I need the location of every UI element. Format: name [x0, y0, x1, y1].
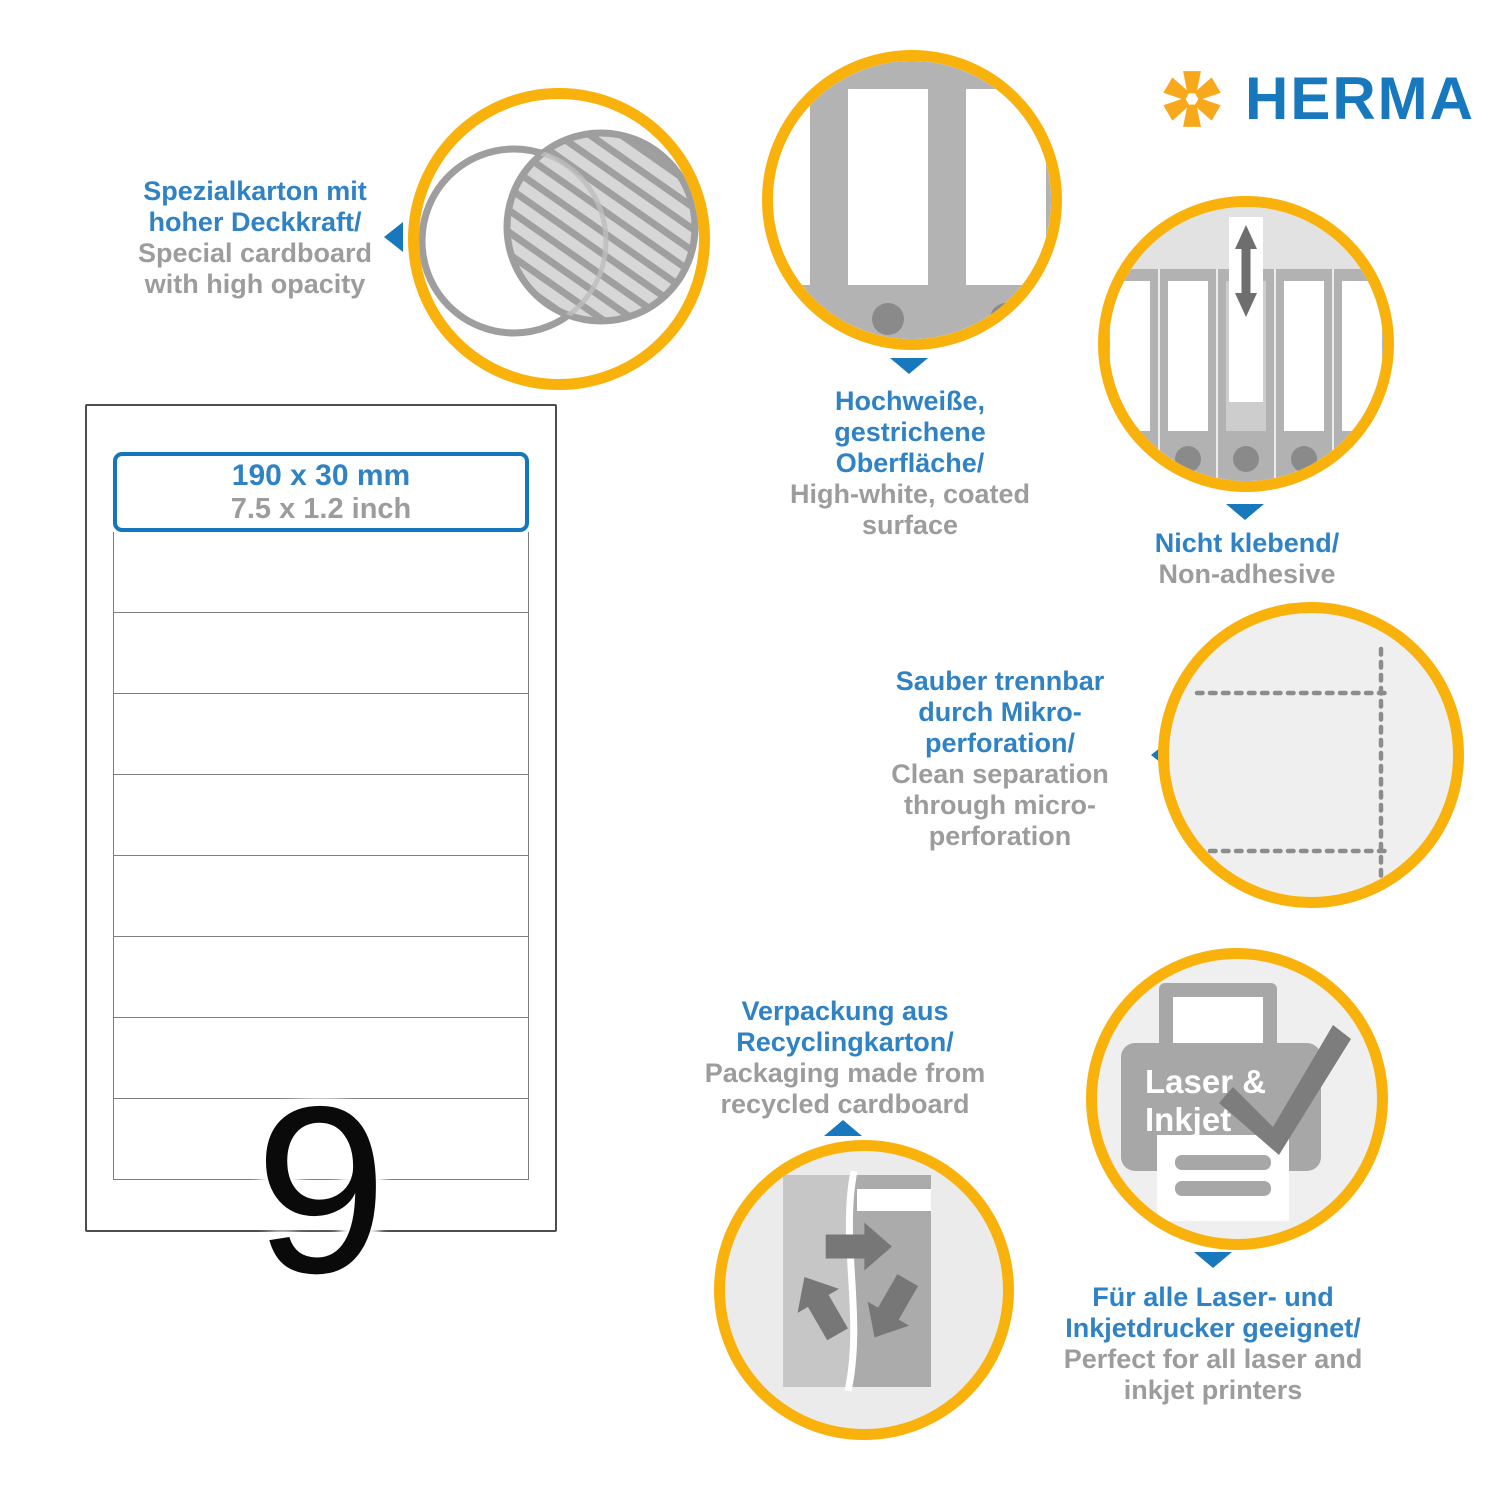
pointer-down-icon: [1226, 504, 1264, 520]
feature-text-recycled-packaging: Verpackung aus Recyclingkarton/ Packaging made from recycled cardboard: [704, 996, 986, 1119]
opacity-graphic: [419, 99, 699, 379]
label-row: [114, 774, 528, 855]
pointer-down-icon: [1194, 1252, 1232, 1268]
pointer-up-icon: [824, 1120, 862, 1136]
label-sheet: [85, 404, 557, 1323]
overlapping-circles-opacity-icon: [408, 88, 710, 390]
label-size-mm: 190 x 30 mm: [231, 459, 411, 492]
herma-logo: [1163, 64, 1475, 133]
printer-check-icon: [1086, 948, 1388, 1250]
pointer-left-icon: [384, 222, 403, 252]
label-row: [114, 693, 528, 774]
printer-label-line2: Inkjet: [1145, 1101, 1232, 1138]
recycling-package-icon: [714, 1140, 1014, 1440]
brand-name: HERMA: [1245, 65, 1475, 132]
binder-slide-label-graphic: [1109, 207, 1383, 481]
binder-slide-label-icon: [1098, 196, 1394, 492]
feature-text-printers: Für alle Laser- und Inkjetdrucker geeignet/ Perfect for all laser and inkjet printers: [1063, 1282, 1363, 1405]
binder-spines-icon: [762, 50, 1062, 350]
binder-spines-graphic: [773, 61, 1051, 339]
feature-text-opacity: Spezialkarton mit hoher Deckkraft/ Special cardboard with high opacity: [137, 176, 373, 299]
label-row: [114, 855, 528, 936]
feature-text-non-adhesive: Nicht klebend/ Non-adhesive: [1154, 528, 1340, 589]
label-row: [114, 532, 528, 612]
perforation-graphic: [1169, 613, 1453, 897]
pointer-down-icon: [890, 358, 928, 374]
label-row: [114, 612, 528, 693]
printer-graphic: [1097, 959, 1377, 1239]
label-count: 9: [254, 1058, 388, 1323]
herma-star-icon: [1163, 70, 1221, 128]
highlighted-label: [113, 452, 529, 532]
feature-text-micro-perforation: Sauber trennbar durch Mikro- perforation/ Clean separation through micro- perforation: [891, 666, 1109, 851]
perforation-dashed-icon: [1158, 602, 1464, 908]
feature-text-coated-surface: Hochweiße, gestrichene Oberfläche/ High-white, coated surface: [789, 386, 1031, 540]
label-row: [114, 936, 528, 1017]
printer-label-line1: Laser &: [1145, 1063, 1267, 1100]
label-size-inch: 7.5 x 1.2 inch: [230, 493, 412, 525]
recycling-package-graphic: [725, 1151, 1003, 1429]
